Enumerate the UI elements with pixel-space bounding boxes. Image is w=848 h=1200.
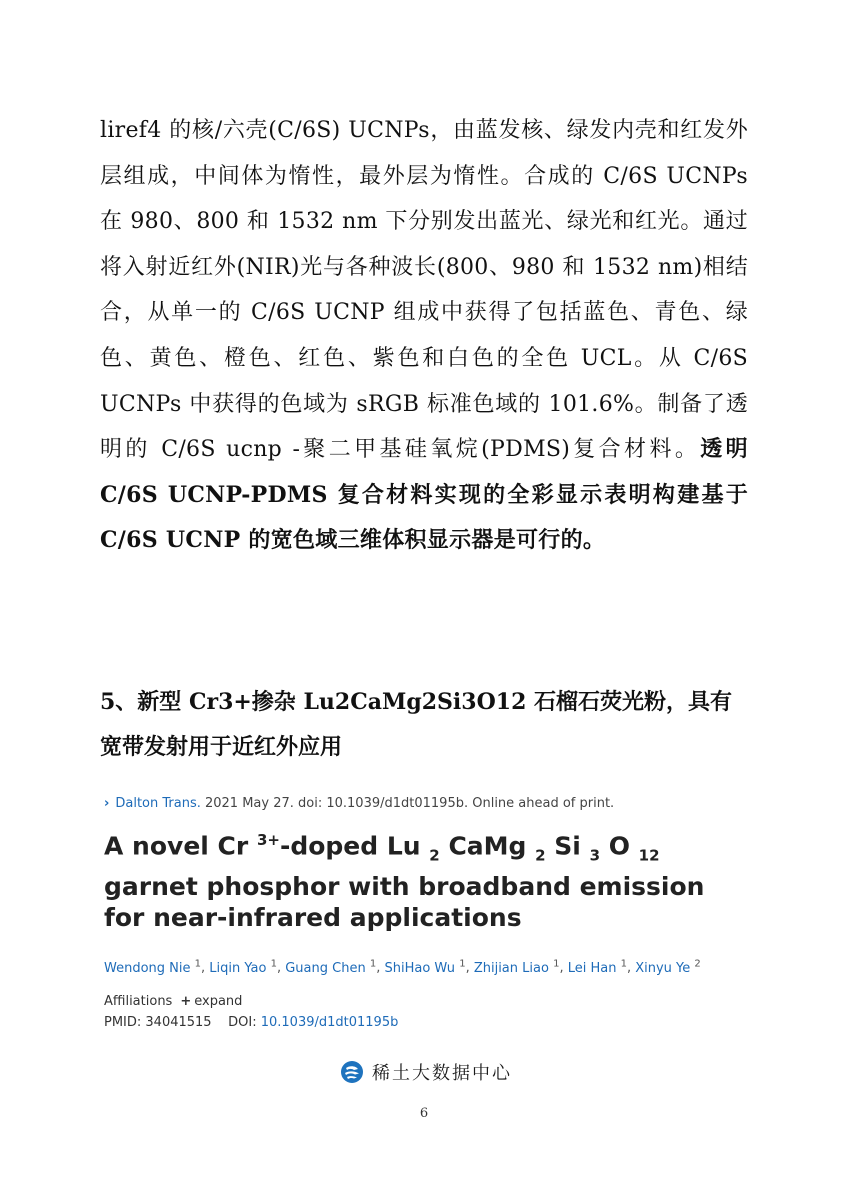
pmid-label: PMID: 34041515 — [104, 1014, 212, 1030]
author-link[interactable]: Lei Han $^1$ — [567, 958, 627, 976]
footer-logo — [340, 1058, 540, 1086]
author-link[interactable]: Zhijian Liao $^1$ — [473, 958, 560, 976]
journal-link[interactable]: Dalton Trans. — [115, 796, 201, 811]
author-link[interactable]: Liqin Yao $^1$ — [209, 958, 277, 976]
author-link[interactable]: ShiHao Wu $^1$ — [384, 958, 466, 976]
author-link[interactable]: Xinyu Ye $^2$ — [635, 958, 701, 976]
logo-text: 稀土大数据中心 — [372, 1063, 512, 1084]
paragraph-bold-text: 透明 C/6S UCNP-PDMS 复合材料实现的全彩显示表明构建基于 C/6S UCNP 的宽色域三维体积显示器是可行的。 — [100, 436, 748, 554]
source-details: 2021 May 27. doi: 10.1039/d1dt01195b. Online ahead of print. — [200, 796, 615, 811]
doi-link[interactable]: 10.1039/d1dt01195b — [260, 1014, 399, 1030]
logo-icon — [340, 1060, 364, 1084]
author-link[interactable]: Wendong Nie $^1$ — [104, 958, 202, 976]
identifiers-row — [104, 1012, 744, 1034]
body-paragraph — [100, 108, 748, 564]
affiliations-row — [104, 992, 744, 1012]
chevron-right-icon[interactable]: › — [104, 796, 110, 811]
author-link[interactable]: Guang Chen $^1$ — [285, 958, 377, 976]
article-snippet — [104, 793, 744, 1034]
page-number: 6 — [419, 1106, 429, 1121]
expand-toggle[interactable]: expand — [194, 993, 243, 1009]
doi-label: DOI: — [228, 1014, 257, 1030]
section-heading: 5、新型 Cr3+掺杂 Lu2CaMg2Si3O12 石榴石荧光粉，具有宽带发射用于近红外应用 — [100, 689, 733, 760]
affiliations-label: Affiliations — [104, 993, 173, 1009]
source-line — [104, 793, 744, 815]
article-title: A novel Cr $^{3+}$-doped Lu $_2$ CaMg $_2$ Si $_3$ O $_{12}$ garnet phosphor with broadband emission for near-infrared applications — [104, 831, 705, 933]
plus-icon[interactable]: + — [180, 993, 192, 1009]
author-list: Wendong Nie $^1$, Liqin Yao $^1$, Guang Chen $^1$, ShiHao Wu $^1$, Zhijian Liao $^1$, Lei Han $^1$, Xinyu Ye $^2$ — [104, 958, 701, 976]
paragraph-text: liref4 的核/六壳(C/6S) UCNPs，由蓝发核、绿发内壳和红发外层组成，中间体为惰性，最外层为惰性。合成的 C/6S UCNPs 在 980、800 和 1532 nm 下分别发出蓝光、绿光和红光。通过将入射近红外(NIR)光与各种波长(800、980 和 1532 nm)相结合，从单一的 C/6S UCNP 组成中获得了包括蓝色、青色、绿色、黄色、橙色、红色、紫色和白色的全色 UCL。从 C/6S UCNPs 中获得的色域为 sRGB 标准色域的 101.6%。制备了透明的 C/6S ucnp -聚二甲基硅氧烷(PDMS)复合材料。 — [100, 118, 748, 463]
